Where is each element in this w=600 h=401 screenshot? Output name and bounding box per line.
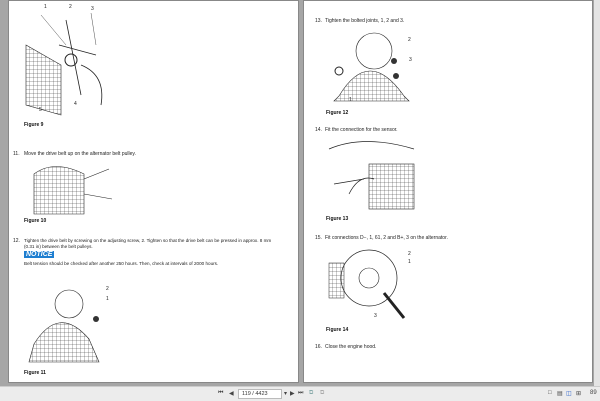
step-16-text: Close the engine hood.	[325, 344, 377, 350]
step-12-text-cont: (0.31 in) between the belt pulleys.	[24, 244, 93, 249]
callout: 1	[408, 259, 411, 265]
step-14-text: Fit the connection for the sensor.	[325, 127, 398, 133]
figure-13-image	[324, 134, 419, 212]
step-12-text: Tighten the drive belt by screwing on the adjusting screw, 2. Tighten so that the drive belt can be pressed in approx. 8 mm	[24, 238, 272, 243]
step-number: 11.	[13, 151, 20, 157]
page-dropdown-icon[interactable]: ▾	[284, 391, 288, 397]
step-number: 12.	[13, 238, 20, 244]
figure-9-caption: Figure 9	[24, 122, 44, 128]
callout: 1	[349, 97, 352, 103]
figure-13-caption: Figure 13	[326, 216, 349, 222]
figure-9-image	[21, 5, 116, 117]
previous-page-icon[interactable]: ◀	[229, 391, 234, 397]
next-page-icon[interactable]: ▶	[290, 391, 295, 397]
figure-12-image	[324, 26, 419, 106]
figure-11-caption: Figure 11	[24, 370, 46, 376]
callout: 2	[408, 37, 411, 43]
notice-badge: NOTICE	[26, 251, 53, 258]
last-page-icon[interactable]: ⏭	[298, 390, 304, 396]
step-number: 16.	[315, 344, 322, 350]
page-number-value: 119 / 4423	[242, 391, 268, 397]
step-number: 13.	[315, 18, 322, 24]
zoom-level[interactable]: 89	[590, 390, 597, 396]
figure-14-caption: Figure 14	[326, 327, 349, 333]
single-page-view-icon[interactable]: □	[548, 390, 552, 396]
status-bar	[0, 386, 600, 401]
callout: 5	[39, 107, 42, 113]
callout: 1	[106, 296, 109, 302]
page-number-field[interactable]	[238, 389, 282, 399]
facing-pages-view-icon[interactable]: ◫	[566, 391, 572, 397]
callout: 2	[106, 286, 109, 292]
callout: 2	[69, 4, 72, 10]
step-number: 14.	[315, 127, 322, 133]
callout: 3	[91, 6, 94, 12]
back-view-icon[interactable]: ⧉	[309, 390, 314, 396]
continuous-facing-view-icon[interactable]: ⊞	[576, 391, 582, 397]
figure-12-caption: Figure 12	[326, 110, 349, 116]
figure-11-image	[24, 284, 114, 364]
figure-14-image	[324, 243, 419, 321]
step-15-text: Fit connections D−, 1, 61, 2 and B+, 3 on the alternator.	[325, 235, 448, 241]
pdf-page-right	[303, 0, 593, 383]
callout: 1	[44, 4, 47, 10]
callout: 4	[74, 101, 77, 107]
callout: 3	[374, 313, 377, 319]
callout: 2	[408, 251, 411, 257]
step-number: 15.	[315, 235, 322, 241]
callout: 3	[409, 57, 412, 63]
figure-10-caption: Figure 10	[24, 218, 47, 224]
step-13-text: Tighten the bolted joints, 1, 2 and 3.	[325, 18, 405, 24]
continuous-view-icon[interactable]: ▤	[557, 391, 563, 397]
figure-10-image	[24, 159, 114, 215]
forward-view-icon[interactable]: ⧉	[320, 390, 325, 396]
first-page-icon[interactable]: ⏮	[218, 390, 224, 396]
vertical-scrollbar[interactable]	[594, 0, 600, 386]
notice-text: Belt tension should be checked after another 250 hours. Then, check at intervals of 2000 hours.	[24, 261, 219, 266]
step-11-text: Move the drive belt up on the alternator belt pulley.	[24, 151, 136, 157]
pdf-page-left	[8, 0, 299, 383]
